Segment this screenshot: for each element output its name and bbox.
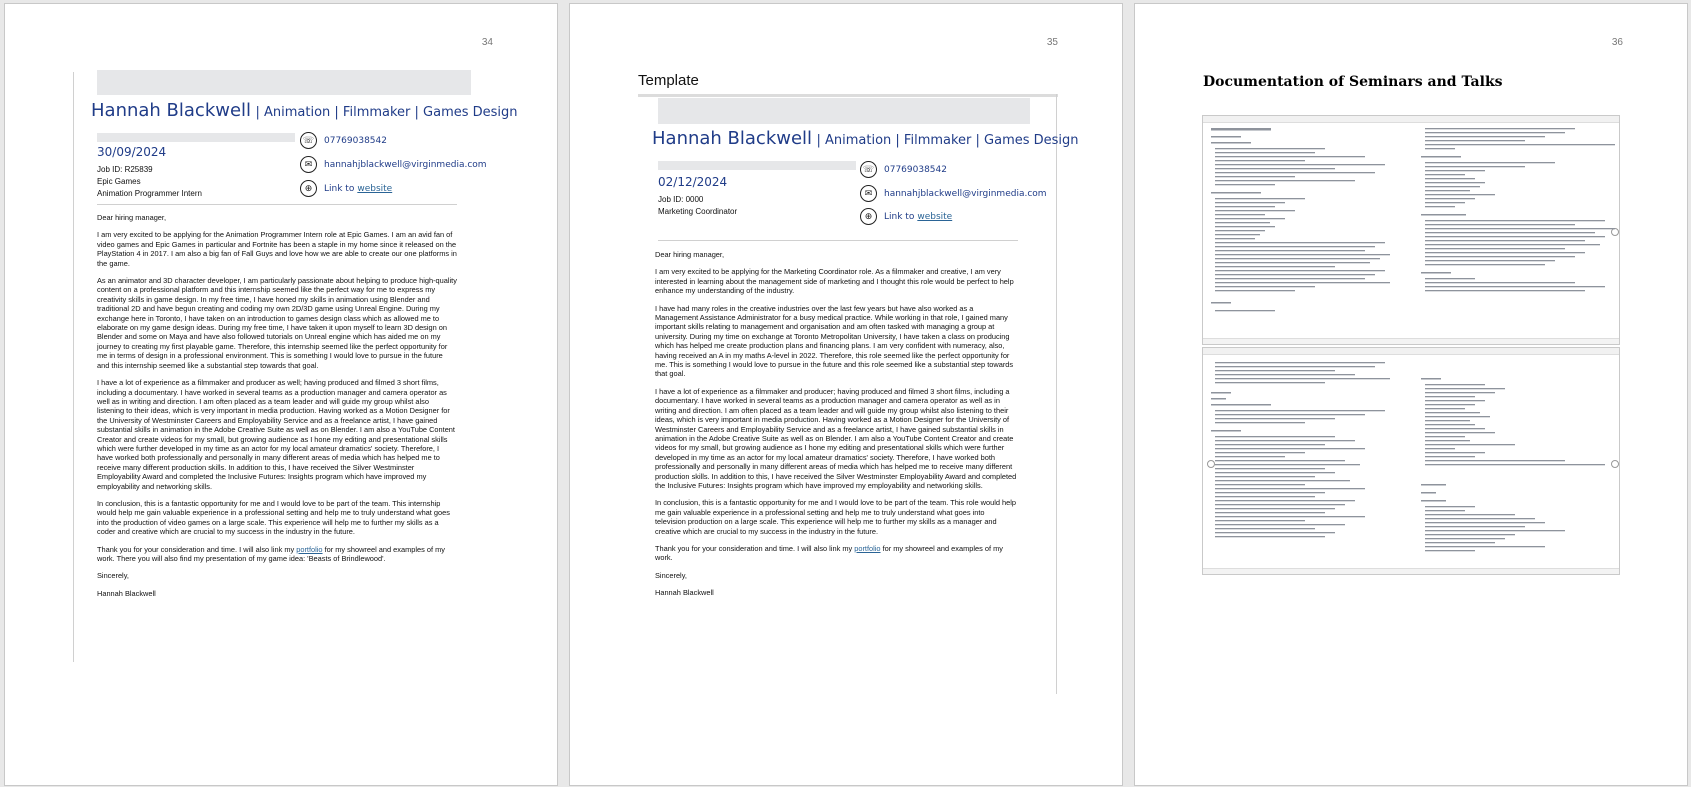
website-contact bbox=[300, 180, 392, 197]
email-address[interactable]: hannahjblackwell@virginmedia.com bbox=[884, 188, 1047, 199]
letter-date: 30/09/2024 bbox=[97, 145, 167, 159]
paragraph-conclusion: In conclusion, this is a fantastic opportunity for me and I would love to be part of the team. This role would help me gain valuable experience in a professional setting and help me to truly understand what goes into television production on a large scale. This experience will help me to further my skills as a manager and creative which are crucial to my success in the industry in the future. bbox=[655, 498, 1016, 536]
applicant-roles: | Animation | Filmmaker | Games Design bbox=[255, 105, 518, 120]
notes-text-lines bbox=[1203, 348, 1620, 575]
email-contact bbox=[300, 156, 487, 173]
name-heading bbox=[652, 128, 1079, 149]
email-address[interactable]: hannahjblackwell@virginmedia.com bbox=[324, 159, 487, 170]
email-icon: ✉ bbox=[300, 156, 317, 173]
job-id: Job ID: 0000 bbox=[658, 195, 704, 204]
paragraph-experience: I have a lot of experience as a filmmaker and producer as well; having produced and filmed 3 short films, including a documentary. I have worked in several teams as a production manager and camera operator as well as in writing and direction. I am often placed as a team leader and will guide my group whilst also listening to their ideas, which is very important in media production. Having worked as a Motion Designer for the University of Westminster Careers and Employability Service and as a freelance artist, I have gained substantial skills in animation in the Adobe Creative Suite as well as on Blender. I am also a YouTube Content Creator and create videos for my small, but growing audience as I hone my editing and presentational skills which were further developed in my time as an actor for my local amateur dramatics' society. Therefore, I have worked both professionally and personally in many different areas of media which has helped me to receive many different production skills. In addition to this, I have received the Silver Westminster Employability Award and completed the Inclusive Futures: Insights program which have improved my employability and networking skills. bbox=[97, 378, 455, 491]
paragraph-intro: I am very excited to be applying for the Animation Programmer Intern role at Epic Games. I am an avid fan of video games and Epic Games in particular and Fortnite has been a staple in my home since it released on the PlayStation 4 in 2017. I am also a big fan of Fall Guys and love how we are able to create our one platforms in the game. bbox=[97, 230, 457, 268]
header-placeholder-bar bbox=[658, 98, 1030, 124]
portfolio-link[interactable]: portfolio bbox=[854, 543, 881, 553]
thanks-text: Thank you for your consideration and time. I will also link my bbox=[655, 543, 855, 553]
phone-number: 07769038542 bbox=[324, 135, 387, 146]
applicant-name: Hannah Blackwell bbox=[652, 128, 813, 149]
job-position: Marketing Coordinator bbox=[658, 207, 738, 216]
thanks-text-end: for my showreel and examples of my work. There you will also find my presentation of my game idea: 'Beasts of Brindlewood'. bbox=[97, 544, 445, 563]
page-number: 35 bbox=[1046, 37, 1058, 48]
phone-contact bbox=[300, 132, 387, 149]
website-link-prefix: Link to bbox=[324, 183, 355, 194]
letter-body bbox=[655, 250, 1017, 606]
letter-body bbox=[97, 213, 457, 606]
left-margin-line bbox=[73, 72, 74, 662]
notes-text-lines bbox=[1203, 116, 1620, 345]
page-number: 34 bbox=[481, 37, 493, 48]
email-icon: ✉ bbox=[860, 185, 877, 202]
seminars-title: Documentation of Seminars and Talks bbox=[1203, 74, 1503, 90]
paragraph-conclusion: In conclusion, this is a fantastic opportunity for me and I would love to be part of the team. This internship would help me gain valuable experience in a professional setting and help me to truly understand what goes into the production of video games on a large scale. This experience will help me to further my skills as a coder and creative which are crucial to my success in the industry in the future. bbox=[97, 498, 450, 537]
paragraph-intro: I am very excited to be applying for the Marketing Coordinator role. As a filmmaker and creative, I am very interested in learning about the management side of marketing and I thought this role would be perfect to help enhance my understanding of the industry. bbox=[655, 267, 1014, 296]
job-position: Animation Programmer Intern bbox=[97, 189, 202, 198]
header-divider bbox=[97, 204, 457, 205]
globe-icon: ⊕ bbox=[860, 208, 877, 225]
document-page-34 bbox=[4, 3, 558, 786]
phone-contact bbox=[860, 161, 947, 178]
date-placeholder-bar bbox=[97, 133, 295, 142]
applicant-name: Hannah Blackwell bbox=[91, 100, 252, 121]
applicant-roles: | Animation | Filmmaker | Games Design bbox=[816, 133, 1079, 148]
website-link-prefix: Link to bbox=[884, 211, 915, 222]
company-name: Epic Games bbox=[97, 177, 141, 186]
template-heading: Template bbox=[638, 72, 699, 89]
page-number: 36 bbox=[1611, 37, 1623, 48]
document-page-36 bbox=[1134, 3, 1688, 786]
paragraph-experience: I have had many roles in the creative industries over the last few years but have also worked as a Management Assistance Administrator for a busy medical practice. While working in that role, I gained many important skills relating to management and organisation and am often tasked with managing a group at university. During my time on exchange at Toronto Metropolitan University, I have taken a class on producing which has helped me create production plans and financing plans. I am very confident with numeracy, also, having received an A in my maths A-level in 2022. Therefore, this role seemed like the perfect opportunity for me. This is something I would love to pursue in the future and this role seemed like a substantial step towards that goal. bbox=[655, 303, 1014, 379]
name-heading bbox=[91, 100, 518, 121]
website-link[interactable]: website bbox=[357, 183, 393, 194]
email-contact bbox=[860, 185, 1047, 202]
website-contact bbox=[860, 208, 952, 225]
portfolio-link[interactable]: portfolio bbox=[296, 544, 323, 554]
paragraph-thanks bbox=[97, 545, 457, 564]
header-divider bbox=[658, 240, 1018, 241]
job-id: Job ID: R25839 bbox=[97, 165, 153, 174]
greeting: Dear hiring manager, bbox=[97, 213, 167, 222]
paragraph-skills: As an animator and 3D character developer, I am particularly passionate about helping to produce high-quality content on a professional platform and this internship seemed like the perfect way for me to express my creativity skills in game design. In my free time, I have honed my skills in animation using Blender and traditional 2D and have begun creating and coding my own 2D/3D game using Unreal Engine. During my exchange here in Toronto, I have taken on an introduction to games design class which as allowed me to elaborate on my game design ideas. During my free time, I have taken it upon myself to learn 3D design on Blender and some on Maya and have also followed tutorials on Unreal engine which has aided me on my journey to creating my first playable game. Therefore, this internship seemed like the perfect opportunity for me in terms of design in a professional environment. This is something I would love to pursue in the future and this internship seemed like a substantial step towards that goal. bbox=[97, 276, 457, 370]
document-page-35 bbox=[569, 3, 1123, 786]
paragraph-thanks bbox=[655, 544, 1017, 563]
phone-icon: ☏ bbox=[860, 161, 877, 178]
thanks-text-end: for my showreel and examples of my work. bbox=[655, 543, 1003, 563]
website-link[interactable]: website bbox=[917, 211, 953, 222]
globe-icon: ⊕ bbox=[300, 180, 317, 197]
template-top-border bbox=[638, 94, 1058, 97]
thanks-text: Thank you for your consideration and time. I will also link my bbox=[97, 544, 297, 554]
date-placeholder-bar bbox=[658, 161, 856, 170]
template-right-border bbox=[1056, 94, 1057, 694]
screenshot-notes-2 bbox=[1202, 347, 1620, 575]
phone-icon: ☏ bbox=[300, 132, 317, 149]
closing: Sincerely, bbox=[655, 570, 687, 580]
signature: Hannah Blackwell bbox=[655, 588, 714, 598]
signature: Hannah Blackwell bbox=[97, 588, 156, 598]
paragraph-production: I have a lot of experience as a filmmaker and producer; having produced and filmed 3 short films, including a documentary. I have worked in several teams as a production manager and camera operator as well as in writing and direction. I am often placed as a team leader and will guide my group whilst also listening to their ideas, which is very important in media production. Having worked as a Motion Designer for the University of Westminster Careers and Employability Service and as a freelance artist, I have gained substantial skills in animation in the Adobe Creative Suite as well as on Blender. I am also a YouTube Content Creator and create videos for my small, but growing audience as I hone my editing and presentational skills which were further developed in my time as an actor for my local amateur dramatics' society. Therefore, I have worked both professionally and personally in many different areas of media which has helped me to receive many different production skills. In addition to this, I have received the Silver Westminster Employability Award and completed the Inclusive Futures: Insights program which have improved my employability and networking skills. bbox=[655, 386, 1017, 490]
closing: Sincerely, bbox=[97, 571, 129, 581]
greeting: Dear hiring manager, bbox=[655, 250, 725, 259]
screenshot-notes-1 bbox=[1202, 115, 1620, 345]
phone-number: 07769038542 bbox=[884, 164, 947, 175]
letter-date: 02/12/2024 bbox=[658, 175, 728, 189]
header-placeholder-bar bbox=[97, 70, 471, 95]
